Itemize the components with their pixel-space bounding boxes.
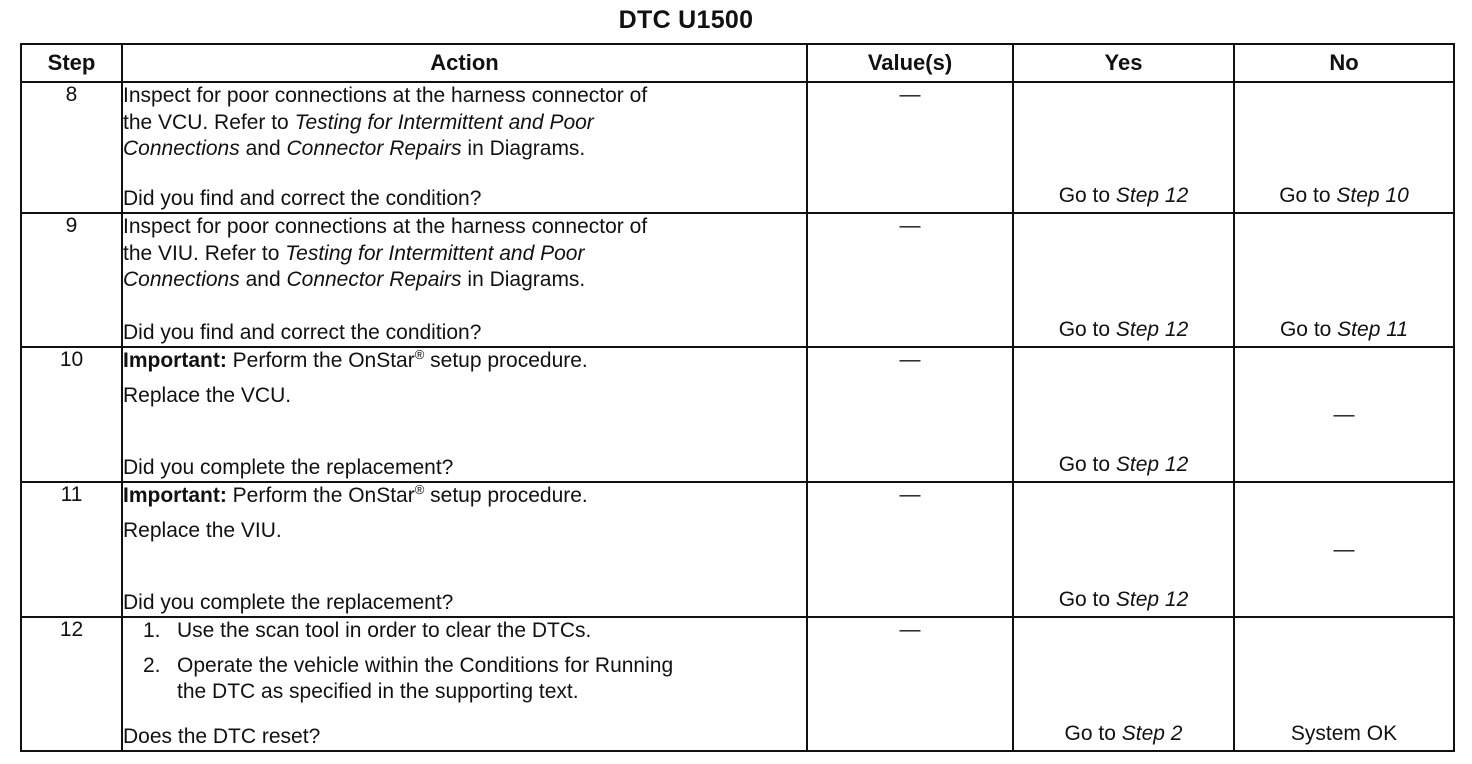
action-cell xyxy=(122,482,807,617)
action-instruction: Replace the VCU. xyxy=(123,383,292,407)
procedure-list xyxy=(123,618,806,706)
action-text: the VCU. Refer to xyxy=(123,110,295,134)
value-cell: — xyxy=(807,617,1013,751)
yes-cell xyxy=(1013,213,1234,347)
list-item xyxy=(123,618,806,645)
list-number: 1. xyxy=(143,619,161,642)
reference-title: Connector Repairs xyxy=(286,137,462,160)
no-value: — xyxy=(1333,537,1355,561)
no-step-link: Step 11 xyxy=(1337,318,1409,341)
registered-mark: ® xyxy=(414,347,425,362)
table-row xyxy=(21,617,1454,751)
action-text: and xyxy=(239,268,287,291)
action-text: in Diagrams. xyxy=(461,137,586,160)
step-number: 11 xyxy=(21,482,122,617)
action-text: and xyxy=(239,137,287,160)
column-header-action: Action xyxy=(122,44,807,82)
no-cell xyxy=(1234,617,1454,751)
column-header-step: Step xyxy=(21,44,122,82)
reference-title: Connector Repairs xyxy=(286,268,462,291)
value-cell: — xyxy=(807,347,1013,482)
no-prefix: Go to xyxy=(1279,184,1337,207)
yes-prefix: Go to xyxy=(1058,318,1116,341)
page-title: DTC U1500 xyxy=(618,6,754,34)
yes-prefix: Go to xyxy=(1064,722,1122,745)
yes-cell xyxy=(1013,82,1234,213)
table-row xyxy=(21,82,1454,213)
action-text: Inspect for poor connections at the harness connector of xyxy=(123,84,648,107)
table-header-row xyxy=(21,44,1454,82)
action-text: the VIU. Refer to xyxy=(123,241,286,265)
yes-step-link: Step 12 xyxy=(1115,184,1189,207)
no-value: System OK xyxy=(1290,722,1398,745)
column-header-yes: Yes xyxy=(1013,44,1234,82)
column-header-value: Value(s) xyxy=(807,44,1013,82)
action-question: Did you complete the replacement? xyxy=(123,456,454,479)
registered-mark: ® xyxy=(414,482,425,497)
value-cell: — xyxy=(807,213,1013,347)
yes-cell xyxy=(1013,617,1234,751)
table-row xyxy=(21,482,1454,617)
list-item xyxy=(123,653,806,706)
value-cell: — xyxy=(807,82,1013,213)
no-value: — xyxy=(1333,402,1355,426)
yes-cell xyxy=(1013,482,1234,617)
step-number: 8 xyxy=(21,82,122,213)
yes-step-link: Step 12 xyxy=(1115,453,1189,476)
action-question: Did you find and correct the condition? xyxy=(123,321,482,344)
step-number: 10 xyxy=(21,347,122,482)
list-text: Use the scan tool in order to clear the DTCs. xyxy=(177,619,592,642)
no-prefix: Go to xyxy=(1279,318,1338,341)
yes-prefix: Go to xyxy=(1058,453,1116,476)
reference-title: Testing for Intermittent and Poor xyxy=(285,241,585,265)
action-text: in Diagrams. xyxy=(461,268,586,291)
important-text: Perform the OnStar xyxy=(226,484,415,507)
column-header-no: No xyxy=(1234,44,1454,82)
yes-cell xyxy=(1013,347,1234,482)
no-cell xyxy=(1234,482,1454,617)
important-text: setup procedure. xyxy=(424,349,588,372)
action-question: Does the DTC reset? xyxy=(123,725,321,748)
list-number: 2. xyxy=(143,653,161,677)
important-text: Perform the OnStar xyxy=(226,349,415,372)
step-number: 9 xyxy=(21,213,122,347)
important-text: setup procedure. xyxy=(424,484,588,507)
important-label: Important: xyxy=(123,484,227,507)
action-cell xyxy=(122,213,807,347)
no-cell xyxy=(1234,347,1454,482)
list-text: the DTC as specified in the supporting text. xyxy=(177,680,579,703)
value-cell: — xyxy=(807,482,1013,617)
table-row xyxy=(21,213,1454,347)
action-question: Did you complete the replacement? xyxy=(123,591,454,614)
reference-title: Connections xyxy=(123,268,240,291)
diagnostic-table xyxy=(20,43,1455,752)
action-cell xyxy=(122,82,807,213)
no-cell xyxy=(1234,213,1454,347)
reference-title: Testing for Intermittent and Poor xyxy=(294,110,594,134)
yes-prefix: Go to xyxy=(1058,184,1116,207)
yes-prefix: Go to xyxy=(1058,588,1116,611)
action-text: Inspect for poor connections at the harness connector of xyxy=(123,215,648,238)
table-row xyxy=(21,347,1454,482)
yes-step-link: Step 12 xyxy=(1115,318,1189,341)
list-text: Operate the vehicle within the Conditions for Running xyxy=(177,653,674,677)
action-cell xyxy=(122,347,807,482)
important-label: Important: xyxy=(123,349,227,372)
action-cell xyxy=(122,617,807,751)
yes-step-link: Step 12 xyxy=(1115,588,1189,611)
yes-step-link: Step 2 xyxy=(1121,722,1183,745)
action-question: Did you find and correct the condition? xyxy=(123,187,482,210)
step-number: 12 xyxy=(21,617,122,751)
reference-title: Connections xyxy=(123,137,240,160)
no-cell xyxy=(1234,82,1454,213)
action-instruction: Replace the VIU. xyxy=(123,518,282,542)
no-step-link: Step 10 xyxy=(1336,184,1409,207)
